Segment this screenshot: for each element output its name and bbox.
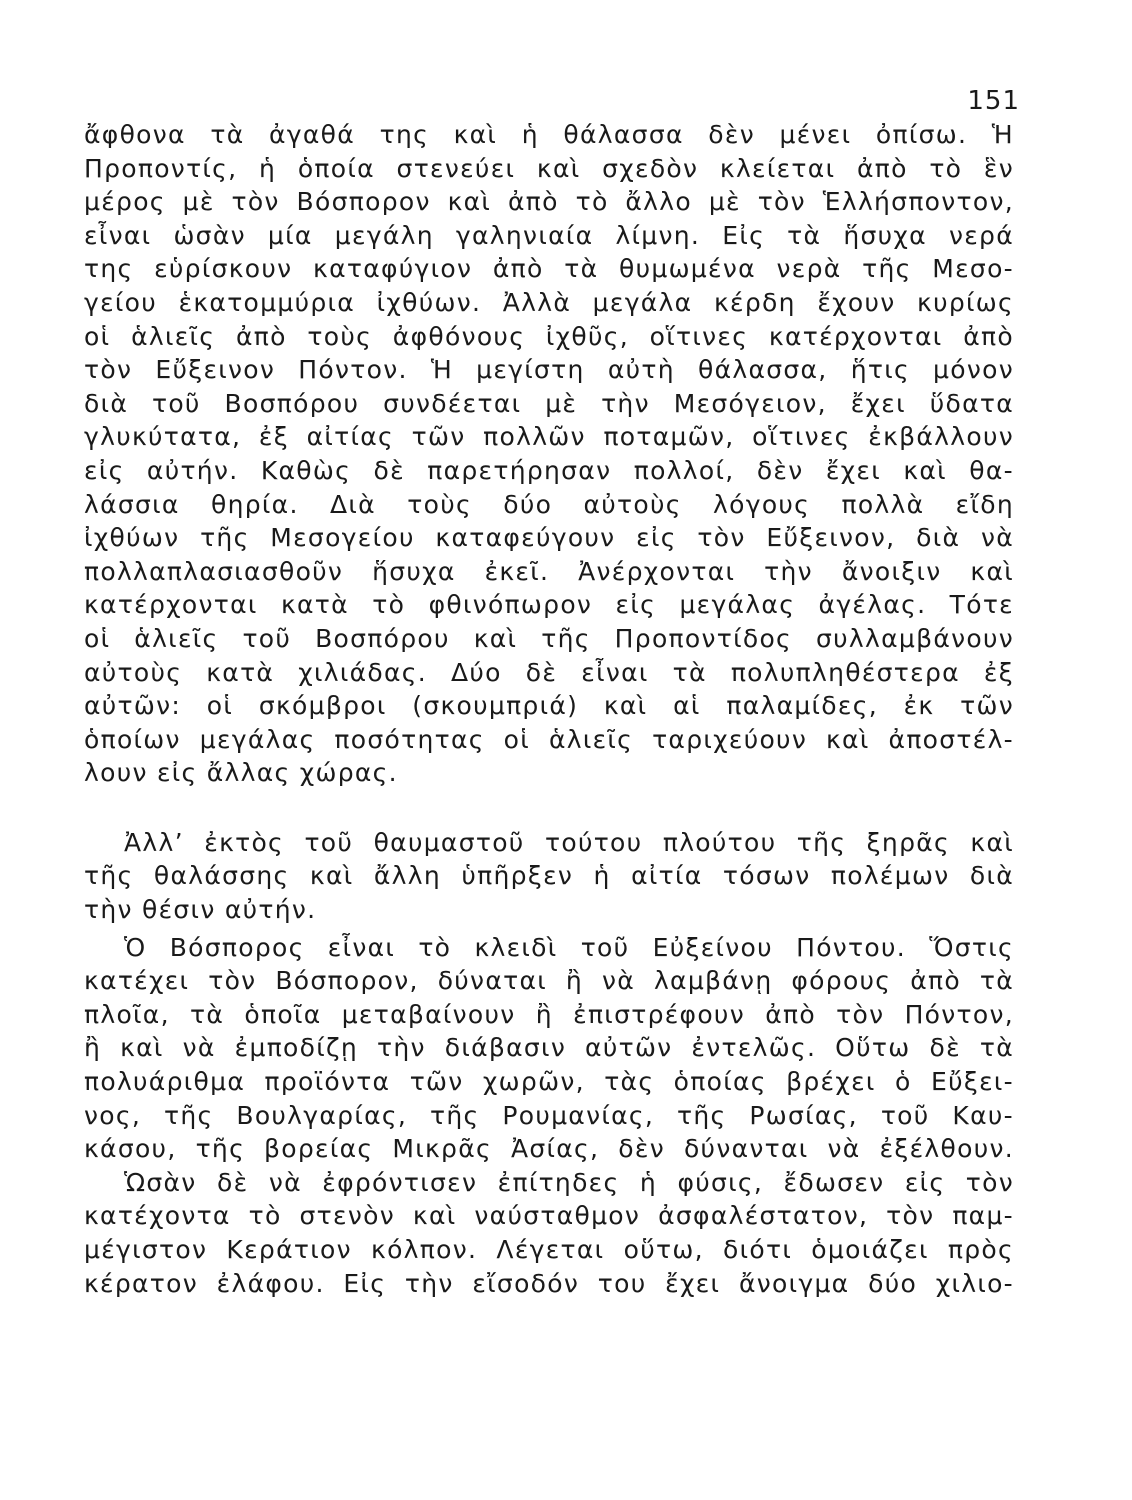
text-line: γείου ἑκατομμύρια ἰχθύων. Ἀλλὰ μεγάλα κέρδη ἔχουν κυρίως [84,287,1014,317]
paragraph-3 [84,931,1014,1166]
text-line: εἶναι ὡσὰν μία μεγάλη γαληνιαία λίμνη. Εἰς τὰ ἥσυχα νερά [84,220,1014,250]
text-line: κέρατον ἐλάφου. Εἰς τὴν εἴσοδόν του ἔχει ἄνοιγμα δύο χιλιο- [84,1268,1014,1298]
text-line: τὸν Εὔξεινον Πόντον. Ἡ μεγίστη αὐτὴ θάλασσα, ἥτις μόνον [84,355,1014,385]
paragraph-gap [84,790,1014,826]
text-line: Προποντίς, ἡ ὁποία στενεύει καὶ σχεδὸν κλείεται ἀπὸ τὸ ἓν [84,153,1014,183]
text-line: Ὁ Βόσπορος εἶναι τὸ κλειδὶ τοῦ Εὐξείνου Πόντου. Ὅστις [124,932,1014,962]
text-line: ἰχθύων τῆς Μεσογείου καταφεύγουν εἰς τὸν Εὔξεινον, διὰ νὰ [84,523,1014,553]
paragraph-2 [84,826,1014,927]
text-line: λουν εἰς ἄλλας χώρας. [84,758,398,788]
text-line: ἄφθονα τὰ ἀγαθά της καὶ ἡ θάλασσα δὲν μένει ὀπίσω. Ἡ [84,120,1014,149]
text-line: ἢ καὶ νὰ ἐμποδίζῃ τὴν διάβασιν αὐτῶν ἐντελῶς. Οὕτω δὲ τὰ [84,1033,1014,1063]
text-line: αὐτοὺς κατὰ χιλιάδας. Δύο δὲ εἶναι τὰ πολυπληθέστερα ἐξ [84,657,1014,687]
page-number: 151 [967,86,1020,116]
body-text [84,118,1014,1300]
text-line: κάσου, τῆς βορείας Μικρᾶς Ἀσίας, δὲν δύνανται νὰ ἐξέλθουν. [84,1134,1014,1164]
text-line: αὐτῶν: οἱ σκόμβροι (σκουμπριά) καὶ αἱ παλαμίδες, ἐκ τῶν [84,691,1014,721]
text-line: μέγιστον Κεράτιον κόλπον. Λέγεται οὕτω, διότι ὁμοιάζει πρὸς [84,1235,1014,1264]
text-line: Ὡσὰν δὲ νὰ ἐφρόντισεν ἐπίτηδες ἡ φύσις, ἔδωσεν εἰς τὸν [124,1167,1014,1197]
text-line: τὴν θέσιν αὐτήν. [84,895,317,925]
text-line: λάσσια θηρία. Διὰ τοὺς δύο αὐτοὺς λόγους πολλὰ εἴδη [84,489,1014,519]
paragraph-4 [84,1166,1014,1300]
text-line: πολυάριθμα προϊόντα τῶν χωρῶν, τὰς ὁποίας βρέχει ὁ Εὔξει- [84,1067,1014,1097]
paragraph-1 [84,118,1014,790]
text-line: της εὑρίσκουν καταφύγιον ἀπὸ τὰ θυμωμένα νερὰ τῆς Μεσο- [84,254,1014,284]
text-line: ὁποίων μεγάλας ποσότητας οἱ ἁλιεῖς ταριχεύουν καὶ ἀποστέλ- [84,724,1014,754]
text-line: οἱ ἁλιεῖς τοῦ Βοσπόρου καὶ τῆς Προποντίδος συλλαμβάνουν [84,623,1014,653]
text-line: κατέρχονται κατὰ τὸ φθινόπωρον εἰς μεγάλας ἀγέλας. Τότε [84,590,1014,620]
text-line: διὰ τοῦ Βοσπόρου συνδέεται μὲ τὴν Μεσόγειον, ἔχει ὕδατα [84,388,1014,418]
text-line: νος, τῆς Βουλγαρίας, τῆς Ρουμανίας, τῆς Ρωσίας, τοῦ Καυ- [84,1100,1014,1130]
text-line: πολλαπλασιασθοῦν ἥσυχα ἐκεῖ. Ἀνέρχονται τὴν ἄνοιξιν καὶ [84,556,1014,586]
text-line: κατέχοντα τὸ στενὸν καὶ ναύσταθμον ἀσφαλέστατον, τὸν παμ- [84,1201,1014,1231]
text-line: οἱ ἁλιεῖς ἀπὸ τοὺς ἀφθόνους ἰχθῦς, οἵτινες κατέρχονται ἀπὸ [84,321,1014,351]
text-line: μέρος μὲ τὸν Βόσπορον καὶ ἀπὸ τὸ ἄλλο μὲ τὸν Ἑλλήσποντον, [84,187,1014,217]
text-line: κατέχει τὸν Βόσπορον, δύναται ἢ νὰ λαμβάνῃ φόρους ἀπὸ τὰ [84,966,1014,996]
text-line: γλυκύτατα, ἐξ αἰτίας τῶν πολλῶν ποταμῶν, οἵτινες ἐκβάλλουν [84,422,1014,452]
text-line: Ἀλλ’ ἐκτὸς τοῦ θαυμαστοῦ τούτου πλούτου τῆς ξηρᾶς καὶ [124,827,1014,857]
text-line: τῆς θαλάσσης καὶ ἄλλη ὑπῆρξεν ἡ αἰτία τόσων πολέμων διὰ [84,861,1014,891]
text-line: εἰς αὐτήν. Καθὼς δὲ παρετήρησαν πολλοί, δὲν ἔχει καὶ θα- [84,455,1014,485]
text-line: πλοῖα, τὰ ὁποῖα μεταβαίνουν ἢ ἐπιστρέφουν ἀπὸ τὸν Πόντον, [84,999,1014,1029]
